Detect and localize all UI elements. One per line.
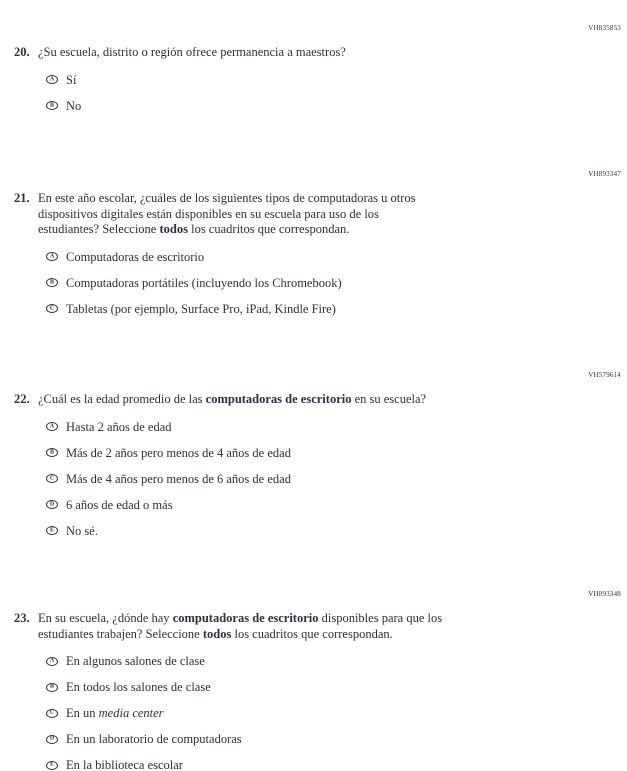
option-label: En algunos salones de clase (66, 654, 205, 668)
option-letter: B (49, 279, 54, 285)
accession-code: VH579614 (588, 371, 621, 379)
answer-option[interactable] (0, 498, 627, 512)
answer-options (0, 654, 627, 771)
question-row (0, 611, 627, 642)
option-bubble-icon[interactable] (46, 252, 58, 261)
question-row (0, 45, 627, 61)
answer-option[interactable] (0, 99, 627, 113)
answer-option[interactable] (0, 73, 627, 87)
option-label: Más de 4 años pero menos de 6 años de edad (66, 471, 291, 486)
answer-options (0, 250, 627, 316)
answer-option[interactable] (0, 654, 627, 668)
answer-options (0, 420, 627, 538)
question-prompt: ¿Cuál es la edad promedio de las computadoras de escritorio en su escuela? (38, 392, 427, 406)
option-bubble-icon[interactable] (46, 709, 58, 718)
option-label: Sí (66, 72, 77, 87)
question-number: 21. (14, 191, 30, 205)
option-letter: B (49, 102, 54, 108)
option-letter: C (49, 475, 55, 481)
option-bubble-icon[interactable] (46, 500, 58, 509)
question-section (0, 371, 627, 538)
option-letter: A (49, 657, 55, 664)
option-bubble-icon[interactable] (46, 657, 58, 666)
option-bubble-icon[interactable] (46, 683, 58, 692)
answer-option[interactable] (0, 680, 627, 694)
option-label: En la biblioteca escolar (66, 758, 183, 771)
option-letter: B (49, 449, 54, 455)
option-letter: C (49, 305, 55, 311)
option-bubble-icon[interactable] (46, 448, 58, 457)
option-bubble-icon[interactable] (46, 761, 58, 770)
option-letter: D (49, 735, 55, 742)
answer-option[interactable] (0, 758, 627, 771)
option-bubble-icon[interactable] (46, 75, 58, 84)
option-label: Computadoras portátiles (incluyendo los Chromebook) (66, 275, 342, 290)
question-prompt: ¿Su escuela, distrito o región ofrece permanencia a maestros? (38, 45, 346, 59)
question-section (0, 170, 627, 316)
question-row (0, 392, 627, 408)
answer-option[interactable] (0, 706, 627, 720)
option-letter: A (49, 253, 55, 259)
option-bubble-icon[interactable] (46, 474, 58, 483)
question-section (0, 590, 627, 771)
answer-option[interactable] (0, 732, 627, 746)
option-letter: A (49, 76, 55, 82)
option-letter: A (49, 423, 55, 429)
option-bubble-icon[interactable] (46, 278, 58, 287)
option-label: 6 años de edad o más (66, 497, 173, 512)
option-label: No (66, 98, 82, 113)
question-number: 23. (14, 611, 30, 625)
option-bubble-icon[interactable] (46, 304, 58, 313)
question-prompt: En este año escolar, ¿cuáles de los siguientes tipos de computadoras u otros dispositivos digitales están disponibles en su escuela para uso de los estudiantes? Seleccione todos los cuadritos que correspondan. (38, 191, 416, 236)
accession-code: VH835853 (588, 24, 621, 32)
accession-code: VH893347 (588, 170, 621, 178)
answer-option[interactable] (0, 302, 627, 316)
question-section (0, 24, 627, 113)
question-number: 22. (14, 392, 30, 406)
option-label: Hasta 2 años de edad (66, 419, 172, 434)
option-bubble-icon[interactable] (46, 526, 58, 535)
option-label: Computadoras de escritorio (66, 249, 205, 264)
option-bubble-icon[interactable] (46, 735, 58, 744)
option-letter: B (49, 683, 54, 690)
option-bubble-icon[interactable] (46, 422, 58, 431)
option-label: Tabletas (por ejemplo, Surface Pro, iPad, Kindle Fire) (66, 301, 336, 316)
answer-options (0, 73, 627, 113)
option-label: En un laboratorio de computadoras (66, 732, 242, 746)
option-label: En un media center (66, 706, 164, 720)
accession-code: VH893348 (588, 590, 621, 598)
option-label: En todos los salones de clase (66, 680, 211, 694)
option-label: Más de 2 años pero menos de 4 años de edad (66, 445, 291, 460)
answer-option[interactable] (0, 472, 627, 486)
question-row (0, 191, 627, 238)
answer-option[interactable] (0, 250, 627, 264)
answer-option[interactable] (0, 446, 627, 460)
answer-option[interactable] (0, 524, 627, 538)
option-label: No sé. (66, 523, 98, 538)
option-letter: E (49, 527, 54, 533)
question-prompt: En su escuela, ¿dónde hay computadoras de escritorio disponibles para que los estudiantes trabajen? Seleccione todos los cuadritos que correspondan. (38, 611, 443, 641)
option-letter: C (49, 709, 55, 716)
option-bubble-icon[interactable] (46, 101, 58, 110)
option-letter: E (49, 761, 54, 768)
answer-option[interactable] (0, 276, 627, 290)
answer-option[interactable] (0, 420, 627, 434)
question-number: 20. (14, 45, 30, 59)
option-letter: D (49, 501, 55, 507)
